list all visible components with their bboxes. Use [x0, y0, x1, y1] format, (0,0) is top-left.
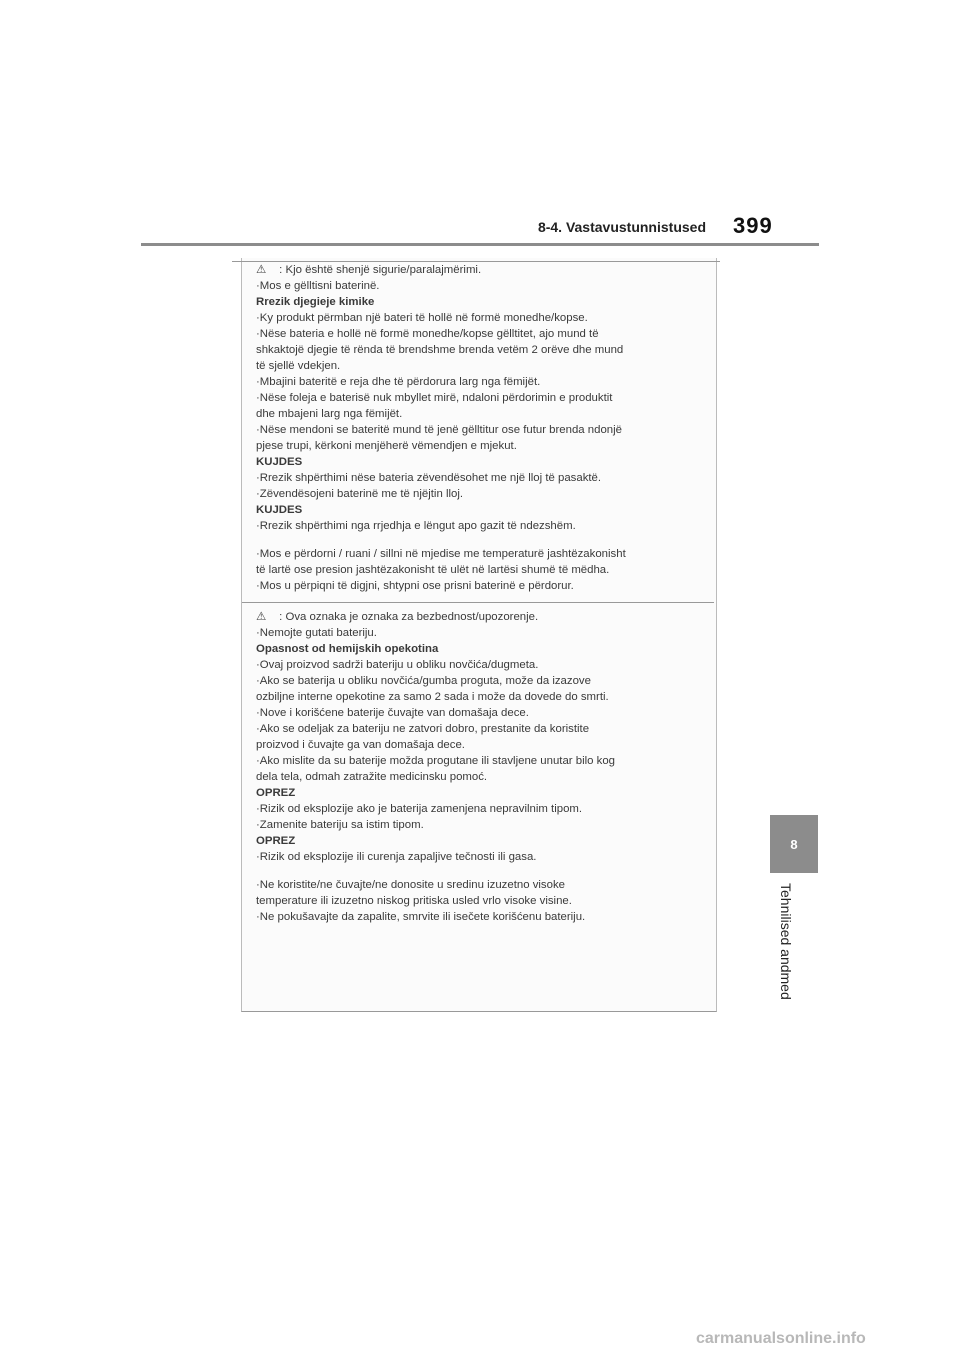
notice-line	[256, 657, 706, 673]
battery-warning-notice	[241, 258, 717, 1012]
notice-line-text: ·Nëse foleja e baterisë nuk mbyllet mirë, ndaloni përdorimin e produktit	[256, 392, 613, 404]
watermark: carmanualsonline.info	[696, 1330, 866, 1347]
chapter-tab	[770, 815, 818, 873]
notice-line	[256, 849, 706, 865]
notice-heading	[256, 785, 706, 801]
notice-line-text: shkaktojë djegie të rënda të brendshme brenda vetëm 2 orëve dhe mund	[256, 344, 624, 356]
notice-heading	[256, 502, 706, 518]
notice-line	[256, 486, 706, 502]
notice-heading	[256, 641, 706, 657]
notice-line-text: të sjellë vdekjen.	[256, 360, 341, 372]
notice-heading	[256, 454, 706, 470]
notice-line-text: Opasnost od hemijskih opekotina	[256, 643, 439, 655]
notice-line	[256, 721, 706, 737]
notice-line-text: temperature ili izuzetno niskog pritiska usled vrlo visoke visine.	[256, 895, 572, 907]
notice-line	[256, 625, 706, 641]
notice-line	[256, 278, 706, 294]
notice-line	[256, 689, 706, 705]
section-title: 8-4. Vastavustunnistused	[537, 219, 706, 235]
notice-line	[256, 817, 706, 833]
notice-line-text: ·Mos u përpiqni të digjni, shtypni ose prisni baterinë e përdorur.	[256, 580, 574, 592]
notice-line	[256, 518, 706, 534]
notice-heading	[256, 833, 706, 849]
notice-line	[256, 877, 706, 893]
notice-line	[256, 562, 706, 578]
notice-line	[256, 546, 706, 562]
notice-line-text: ·Nëse bateria e hollë në formë monedhe/kopse gëlltitet, ajo mund të	[256, 328, 599, 340]
notice-line	[256, 705, 706, 721]
notice-line-text: ·Nemojte gutati bateriju.	[256, 627, 377, 639]
notice-line-text: ·Mos e përdorni / ruani / sillni në mjedise me temperaturë jashtëzakonisht	[256, 548, 626, 560]
notice-line-text: ·Rrezik shpërthimi nga rrjedhja e lëngut apo gazit të ndezshëm.	[256, 520, 576, 532]
line-gap	[256, 865, 706, 877]
line-gap	[256, 534, 706, 546]
notice-line-text: ·Zëvendësojeni baterinë me të njëjtin lloj.	[256, 488, 464, 500]
notice-line-text: ozbiljne interne opekotine za samo 2 sada i može da dovede do smrti.	[256, 691, 609, 703]
notice-line	[256, 358, 706, 374]
notice-line	[256, 801, 706, 817]
notice-line	[256, 374, 706, 390]
notice-line-text: proizvod i čuvajte ga van domašaja dece.	[256, 739, 465, 751]
notice-line	[256, 470, 706, 486]
notice-line	[256, 326, 706, 342]
notice-line	[256, 673, 706, 689]
notice-line-text: OPREZ	[256, 835, 296, 847]
chapter-number: 8	[790, 836, 798, 852]
notice-divider	[242, 602, 714, 603]
notice-line-text: të lartë ose presion jashtëzakonisht të ulët në lartësi shumë të mëdha.	[256, 564, 610, 576]
notice-line	[256, 753, 706, 769]
notice-line-text: KUJDES	[256, 504, 303, 516]
notice-line-text: dela tela, odmah zatražite medicinsku pomoć.	[256, 771, 488, 783]
notice-line-text: pjese trupi, kërkoni menjëherë vëmendjen e mjekut.	[256, 440, 517, 452]
notice-line	[256, 893, 706, 909]
notice-line	[256, 390, 706, 406]
notice-line	[256, 342, 706, 358]
notice-line-text: ·Nëse mendoni se bateritë mund të jenë gëlltitur ose futur brenda ndonjë	[256, 424, 622, 436]
notice-line-text: ·Ako se odeljak za bateriju ne zatvori dobro, prestanite da koristite	[256, 723, 590, 735]
header-rule	[141, 243, 819, 246]
page-number: 399	[733, 213, 773, 238]
notice-line-text: ·Zamenite bateriju sa istim tipom.	[256, 819, 424, 831]
notice-serbian	[256, 609, 706, 925]
notice-line-text: ·Ako mislite da su baterije možda progutane ili stavljene unutar bilo kog	[256, 755, 615, 767]
notice-line-text: ·Mos e gëlltisni baterinë.	[256, 280, 380, 292]
notice-line	[256, 422, 706, 438]
notice-line	[256, 578, 706, 594]
notice-line	[256, 769, 706, 785]
notice-heading	[256, 294, 706, 310]
notice-line-text: Rrezik djegieje kimike	[256, 296, 375, 308]
notice-line-text: dhe mbajeni larg nga fëmijët.	[256, 408, 403, 420]
chapter-title: Tehnilised andmed	[778, 883, 794, 1000]
notice-line	[256, 737, 706, 753]
notice-line-text: ·Ovaj proizvod sadrži bateriju u obliku novčića/dugmeta.	[256, 659, 539, 671]
notice-line	[256, 406, 706, 422]
notice-line-text: ·Nove i korišćene baterije čuvajte van domašaja dece.	[256, 707, 529, 719]
notice-line	[256, 438, 706, 454]
notice-line-text: ·Rrezik shpërthimi nëse bateria zëvendësohet me një lloj të pasaktë.	[256, 472, 602, 484]
notice-line-text: ·Mbajini bateritë e reja dhe të përdorura larg nga fëmijët.	[256, 376, 541, 388]
notice-line-text: OPREZ	[256, 787, 296, 799]
notice-line	[256, 609, 706, 625]
notice-line-text: ·Ako se baterija u obliku novčića/gumba proguta, može da izazove	[256, 675, 591, 687]
notice-line-text: ·Rizik od eksplozije ili curenja zapaljive tečnosti ili gasa.	[256, 851, 537, 863]
notice-line-text: ·Rizik od eksplozije ako je baterija zamenjena nepravilnim tipom.	[256, 803, 583, 815]
notice-line-text: : Kjo është shenjë sigurie/paralajmërimi.	[276, 264, 482, 276]
warning-triangle-icon: ⚠	[256, 611, 267, 623]
notice-line-text: : Ova oznaka je oznaka za bezbednost/upozorenje.	[276, 611, 539, 623]
notice-line	[256, 262, 706, 278]
warning-triangle-icon: ⚠	[256, 264, 267, 276]
notice-albanian	[256, 262, 706, 594]
notice-line	[256, 909, 706, 925]
notice-line	[256, 310, 706, 326]
notice-line-text: ·Ky produkt përmban një bateri të hollë në formë monedhe/kopse.	[256, 312, 588, 324]
notice-line-text: ·Ne koristite/ne čuvajte/ne donosite u sredinu izuzetno visoke	[256, 879, 565, 891]
notice-line-text: KUJDES	[256, 456, 303, 468]
notice-line-text: ·Ne pokušavajte da zapalite, smrvite ili isečete korišćenu bateriju.	[256, 911, 586, 923]
